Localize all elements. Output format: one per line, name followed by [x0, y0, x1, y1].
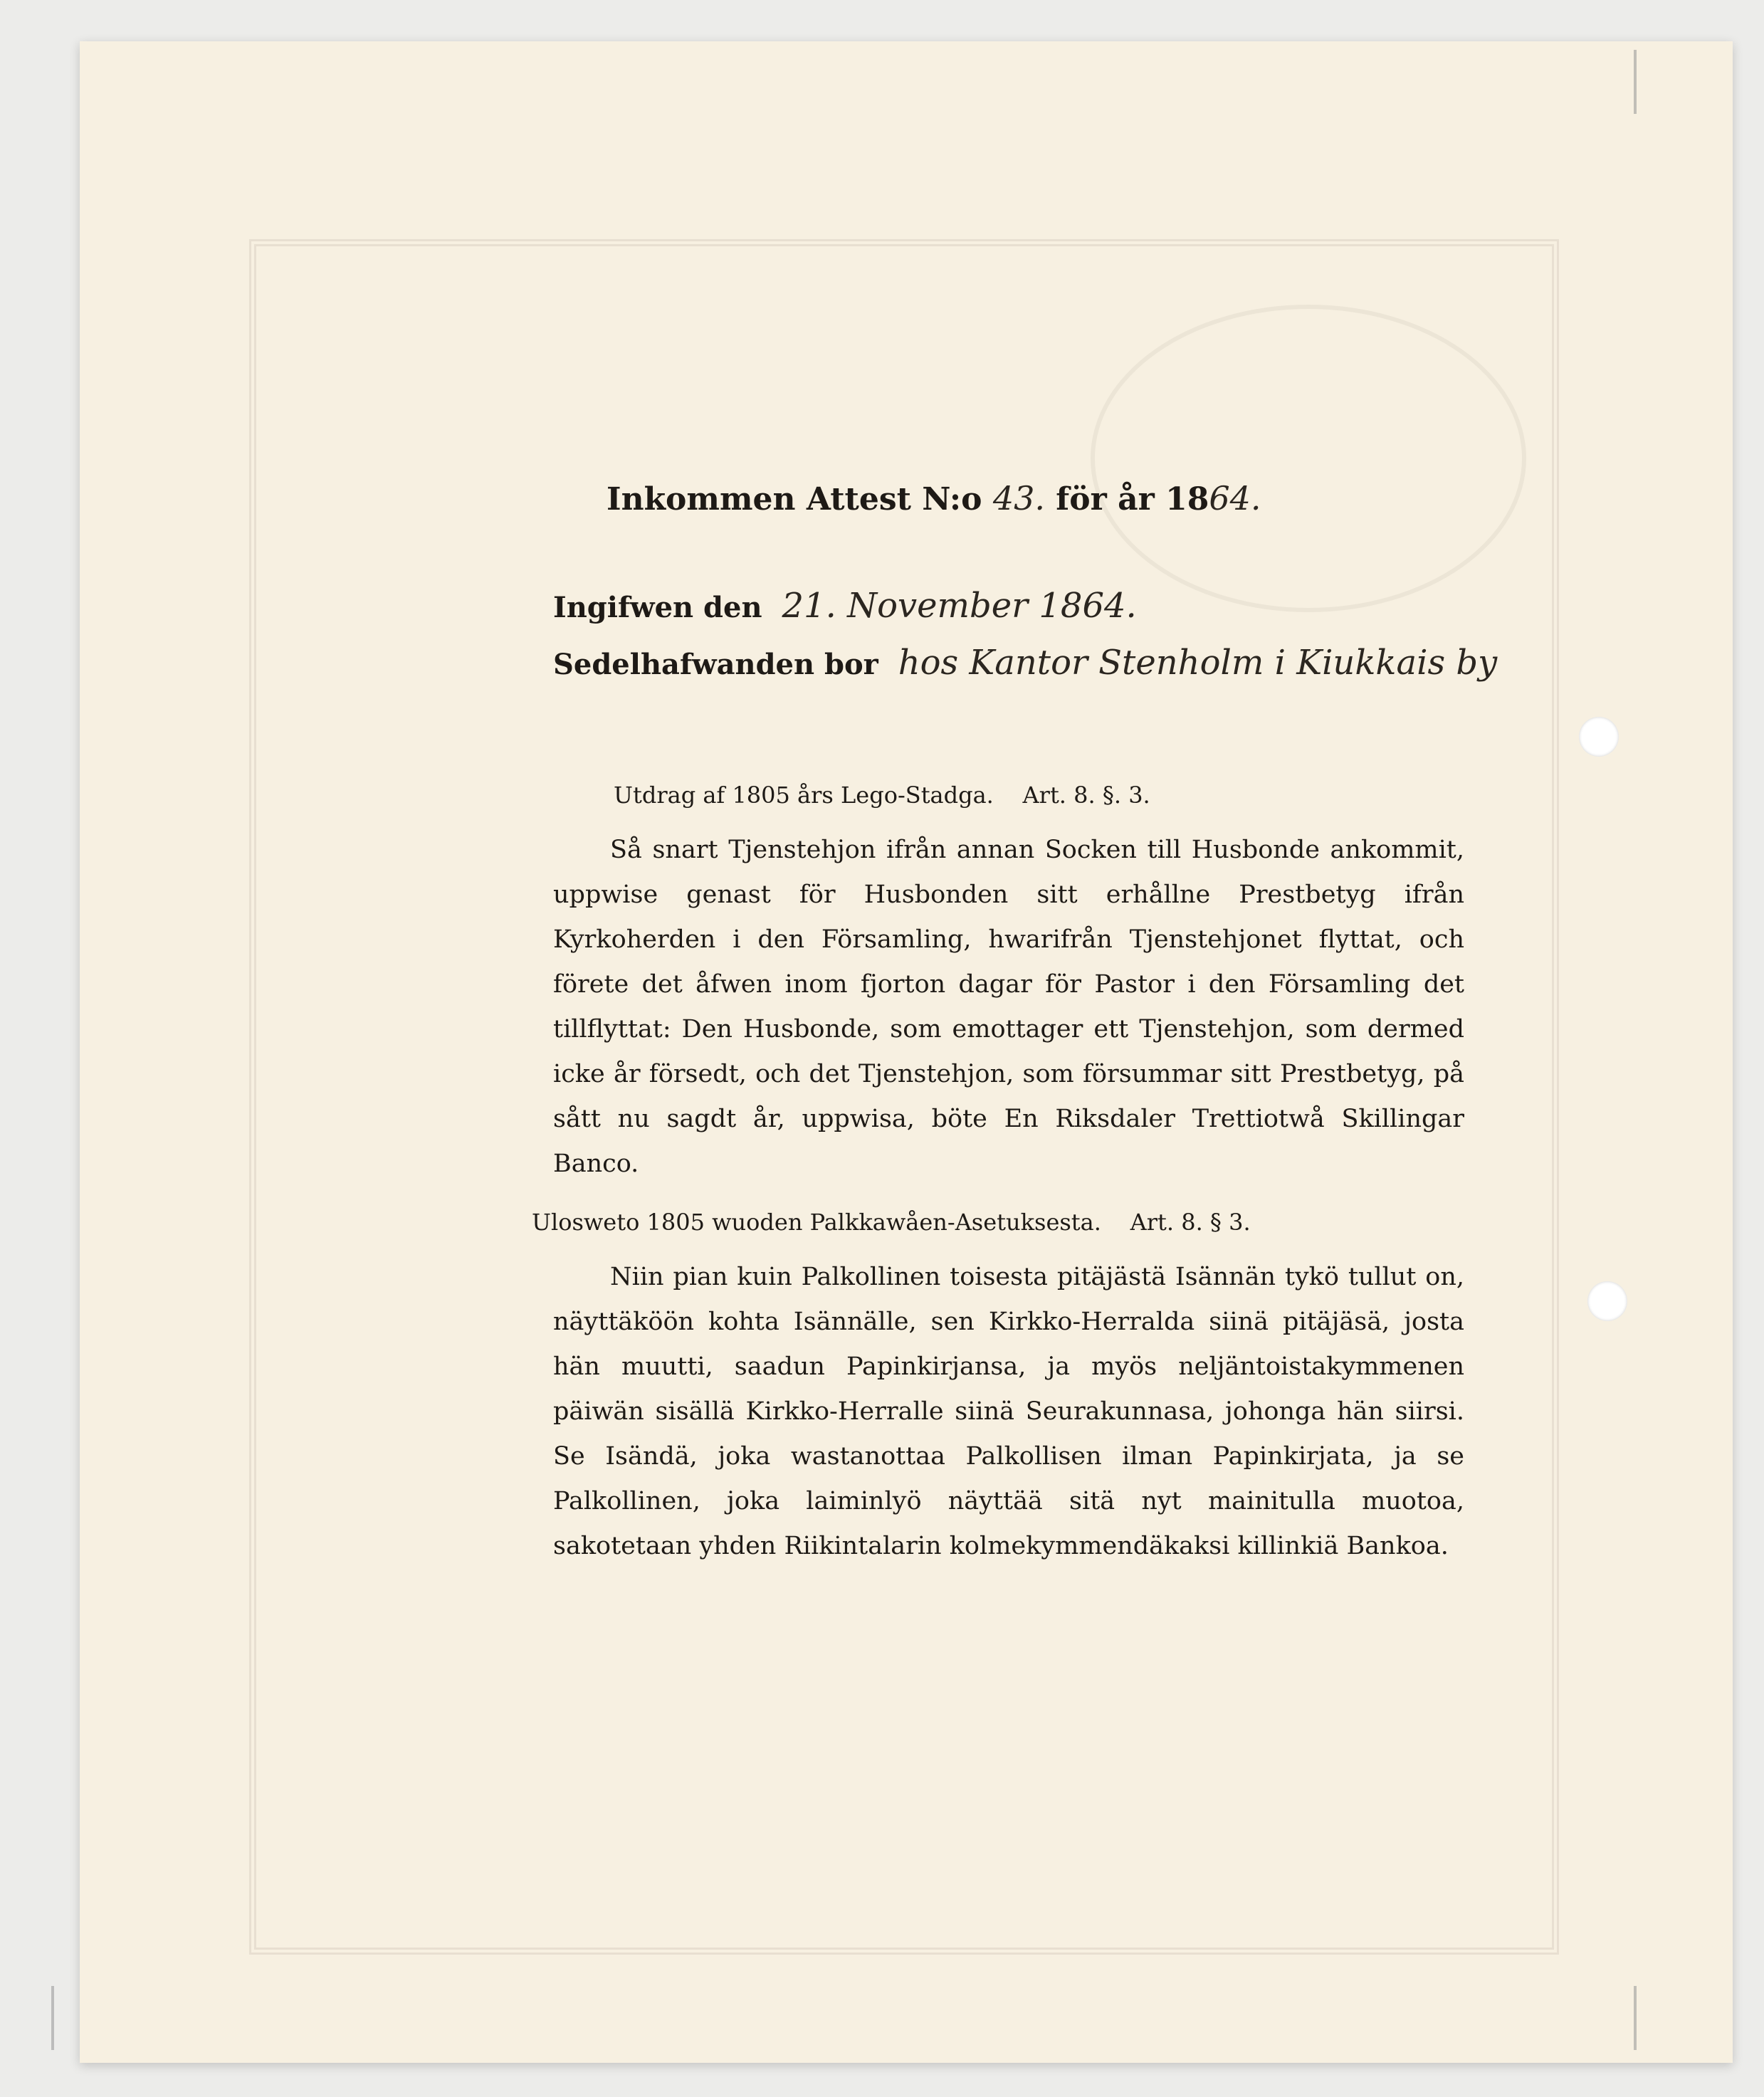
- attest-number: 43.: [992, 479, 1045, 517]
- crop-mark-bottom-right: [1634, 1986, 1637, 2050]
- swedish-body: Så snart Tjenstehjon ifrån annan Socken till Husbonde ankommit, uppwise genast för Husbonden sitt erhållne Prestbetyg ifrån Kyrkoherden i den Församling, hwarifrån Tjenstehjonet flyttat, och förete det åfwen inom fjorton dagar för Pastor i den Församling det tillflyttat: Den Husbonde, som emottager ett Tjenstehjon, som dermed icke år försedt, och det Tjenstehjon, som försummar sitt Prestbetyg, på sått nu sagdt år, uppwisa, böte En Riksdaler Trettiotwå Skillingar Banco.: [553, 836, 1464, 1178]
- finnish-body: Niin pian kuin Palkollinen toisesta pitäjästä Isännän tykö tullut on, näyttäköön kohta Isännälle, sen Kirkko-Herralda siinä pitäjäsä, josta hän muutti, saadun Papinkirjansa, ja myös neljäntoistakymmenen päiwän sisällä Kirkko-Herralle siinä Seurakunnasa, johonga hän siirsi. Se Isändä, joka wastanottaa Palkollisen ilman Papinkirjata, ja se Palkollinen, joka laiminlyö näyttää sitä nyt mainitulla muotoa, sakotetaan yhden Riikintalarin kolmekymmendäkaksi killinkiä Bankoa.: [553, 1263, 1464, 1560]
- swedish-heading: [614, 782, 1150, 809]
- received-value: 21. November 1864.: [782, 586, 1137, 626]
- finnish-paragraph: [553, 1255, 1464, 1569]
- received-line: [553, 586, 1137, 626]
- year-suffix: 64.: [1209, 479, 1261, 517]
- finnish-heading-left: Ulosweto 1805 wuoden Palkkawåen-Asetuksesta.: [532, 1209, 1101, 1236]
- punch-hole-upper: [1579, 717, 1619, 757]
- crop-mark-bottom-left: [51, 1986, 54, 2050]
- form-title: [607, 479, 1261, 517]
- swedish-heading-left: Utdrag af 1805 års Lego-Stadga.: [614, 782, 994, 809]
- document-page: [80, 41, 1733, 2063]
- title-mid: för år 18: [1056, 481, 1209, 517]
- finnish-heading-right: Art. 8. § 3.: [1130, 1209, 1251, 1236]
- bleed-through-seal: [1091, 305, 1526, 612]
- title-prefix: Inkommen Attest N:o: [607, 481, 982, 517]
- resides-value: hos Kantor Stenholm i Kiukkais by: [898, 643, 1498, 683]
- finnish-heading: [532, 1209, 1251, 1236]
- received-label: Ingifwen den: [553, 591, 762, 624]
- swedish-heading-right: Art. 8. §. 3.: [1022, 782, 1150, 809]
- crop-mark-top-right: [1634, 50, 1637, 114]
- punch-hole-lower: [1587, 1281, 1627, 1321]
- resides-line: [553, 643, 1497, 683]
- resides-label: Sedelhafwanden bor: [553, 648, 878, 681]
- swedish-paragraph: [553, 828, 1464, 1187]
